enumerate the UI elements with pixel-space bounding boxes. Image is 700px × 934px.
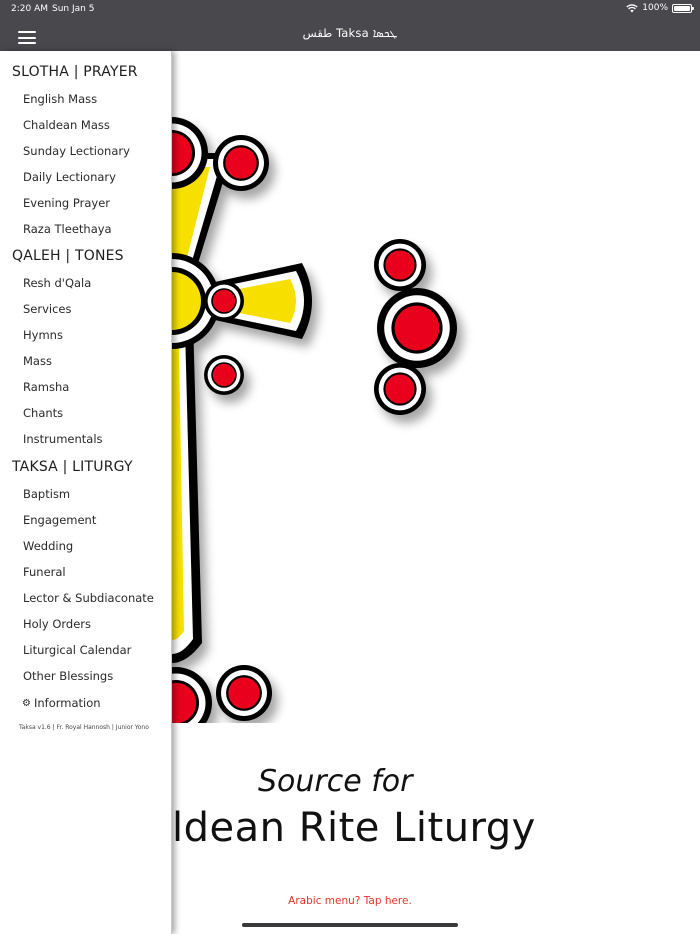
section-title-prayer: SLOTHA | PRAYER: [12, 64, 138, 80]
arabic-menu-link[interactable]: Arabic menu? Tap here.: [288, 895, 412, 907]
status-time: 2:20 AM: [11, 4, 48, 14]
app-title: طقس Taksa ܛܟܣܐ: [302, 26, 398, 40]
status-right: [626, 3, 692, 13]
sidebar-item-engagement[interactable]: Engagement: [23, 513, 97, 527]
section-title-liturgy: TAKSA | LITURGY: [12, 459, 133, 475]
sidebar-item-daily-lectionary[interactable]: Daily Lectionary: [23, 170, 116, 184]
sidebar-item-funeral[interactable]: Funeral: [23, 565, 66, 579]
status-date: Sun Jan 5: [52, 4, 95, 14]
chaldean-cross-logo: [172, 83, 522, 723]
sidebar-item-wedding[interactable]: Wedding: [23, 539, 74, 553]
battery-icon: [672, 4, 692, 13]
sidebar-item-liturgical-calendar[interactable]: Liturgical Calendar: [23, 643, 132, 657]
sidebar-item-chaldean-mass[interactable]: Chaldean Mass: [23, 118, 110, 132]
gear-icon: ⚙: [22, 697, 31, 709]
sidebar-item-instrumentals[interactable]: Instrumentals: [23, 432, 103, 446]
sidebar-item-ramsha[interactable]: Ramsha: [23, 380, 70, 394]
sidebar-item-other-blessings[interactable]: Other Blessings: [23, 669, 114, 683]
tagline-line-2: ldean Rite Liturgy: [172, 805, 536, 851]
sidebar-menu: [0, 51, 172, 934]
status-bar: [0, 0, 700, 18]
sidebar-item-baptism[interactable]: Baptism: [23, 487, 71, 501]
home-indicator[interactable]: [242, 923, 458, 927]
app-credits: Taksa v1.6 | Fr. Royal Hannosh | Junior Yono: [19, 724, 149, 731]
sidebar-item-holy-orders[interactable]: Holy Orders: [23, 617, 92, 631]
battery-percent: 100%: [642, 3, 668, 13]
sidebar-item-english-mass[interactable]: English Mass: [23, 92, 98, 106]
sidebar-item-mass[interactable]: Mass: [23, 354, 52, 368]
sidebar-item-chants[interactable]: Chants: [23, 406, 64, 420]
sidebar-item-resh-dqala[interactable]: Resh d'Qala: [23, 276, 92, 290]
sidebar-item-lector-subdiaconate[interactable]: Lector & Subdiaconate: [23, 591, 154, 605]
wifi-icon: [626, 4, 638, 13]
sidebar-item-services[interactable]: Services: [23, 302, 72, 316]
sidebar-item-raza-tleethaya[interactable]: Raza Tleethaya: [23, 222, 112, 236]
information-label: Information: [33, 696, 101, 710]
app-header: [0, 0, 700, 51]
sidebar-item-information[interactable]: [22, 696, 101, 710]
sidebar-item-hymns[interactable]: Hymns: [23, 328, 63, 342]
sidebar-item-sunday-lectionary[interactable]: Sunday Lectionary: [23, 144, 130, 158]
sidebar-item-evening-prayer[interactable]: Evening Prayer: [23, 196, 110, 210]
section-title-tones: QALEH | TONES: [12, 248, 124, 264]
tagline-line-1: Source for: [258, 764, 413, 799]
main-content: [172, 51, 700, 934]
